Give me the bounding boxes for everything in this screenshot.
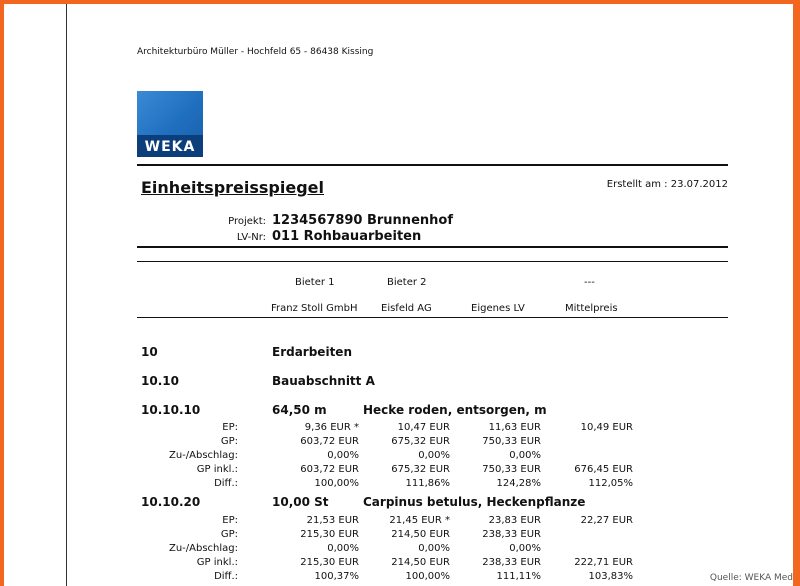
value-cell: 21,53 EUR	[306, 515, 359, 526]
weka-logo	[137, 91, 203, 157]
section-name: Erdarbeiten	[272, 345, 352, 359]
value-cell: 215,30 EUR	[300, 529, 359, 540]
value-cell: 750,33 EUR	[482, 464, 541, 475]
col-name4: Mittelpreis	[565, 303, 618, 314]
logo-text: WEKA	[144, 139, 196, 155]
col-name3: Eigenes LV	[471, 303, 525, 314]
value-cell: 103,83%	[588, 571, 633, 582]
position-qty: 64,50 m	[272, 403, 327, 417]
divider-project	[137, 246, 728, 248]
divider-top	[137, 164, 728, 166]
value-cell: 0,00%	[327, 450, 359, 461]
value-cell: 111,86%	[405, 478, 450, 489]
page-title: Einheitspreisspiegel	[141, 178, 325, 197]
divider-columns-bottom	[137, 317, 728, 318]
lv-value: 011 Rohbauarbeiten	[272, 229, 422, 244]
value-cell: 100,00%	[314, 478, 359, 489]
value-cell: 0,00%	[327, 543, 359, 554]
project-label: Projekt:	[228, 216, 266, 227]
position-desc: Carpinus betulus, Heckenpflanze	[363, 495, 586, 509]
value-cell: 112,05%	[588, 478, 633, 489]
row-label: Zu-/Abschlag:	[168, 543, 238, 554]
value-cell: 222,71 EUR	[574, 557, 633, 568]
value-cell: 675,32 EUR	[391, 464, 450, 475]
value-cell: 603,72 EUR	[300, 436, 359, 447]
value-cell: 0,00%	[509, 450, 541, 461]
row-label: EP:	[222, 422, 238, 433]
project-value: 1234567890 Brunnenhof	[272, 213, 453, 228]
col-name1: Franz Stoll GmbH	[271, 303, 358, 314]
value-cell: 22,27 EUR	[580, 515, 633, 526]
value-cell: 676,45 EUR	[574, 464, 633, 475]
value-cell: 10,49 EUR	[580, 422, 633, 433]
section-code: 10	[141, 345, 158, 359]
row-label: GP inkl.:	[196, 557, 238, 568]
row-label: GP inkl.:	[196, 464, 238, 475]
value-cell: 0,00%	[509, 543, 541, 554]
row-label: Diff.:	[214, 478, 238, 489]
company-address: Architekturbüro Müller - Hochfeld 65 - 86438 Kissing	[137, 47, 374, 57]
row-label: GP:	[220, 529, 238, 540]
value-cell: 100,37%	[314, 571, 359, 582]
value-cell: 238,33 EUR	[482, 529, 541, 540]
position-qty: 10,00 St	[272, 495, 329, 509]
value-cell: 238,33 EUR	[482, 557, 541, 568]
value-cell: 100,00%	[405, 571, 450, 582]
section-name: Bauabschnitt A	[272, 374, 375, 388]
col-name2: Eisfeld AG	[381, 303, 432, 314]
margin-line	[66, 4, 67, 586]
divider-columns-top	[137, 261, 728, 262]
position-code: 10.10.20	[141, 495, 201, 509]
col-dash: ---	[584, 277, 595, 288]
created-date: Erstellt am : 23.07.2012	[606, 179, 728, 190]
value-cell: 214,50 EUR	[391, 557, 450, 568]
value-cell: 603,72 EUR	[300, 464, 359, 475]
value-cell: 214,50 EUR	[391, 529, 450, 540]
position-code: 10.10.10	[141, 403, 201, 417]
value-cell: 9,36 EUR *	[304, 422, 359, 433]
source-note: Quelle: WEKA Med	[709, 573, 793, 583]
value-cell: 11,63 EUR	[488, 422, 541, 433]
value-cell: 21,45 EUR *	[389, 515, 450, 526]
value-cell: 215,30 EUR	[300, 557, 359, 568]
row-label: GP:	[220, 436, 238, 447]
col-bieter2: Bieter 2	[387, 277, 427, 288]
section-code: 10.10	[141, 374, 179, 388]
row-label: Zu-/Abschlag:	[168, 450, 238, 461]
value-cell: 124,28%	[496, 478, 541, 489]
lv-label: LV-Nr:	[236, 232, 266, 243]
value-cell: 0,00%	[418, 450, 450, 461]
row-label: EP:	[222, 515, 238, 526]
value-cell: 111,11%	[496, 571, 541, 582]
col-bieter1: Bieter 1	[295, 277, 335, 288]
value-cell: 675,32 EUR	[391, 436, 450, 447]
document-page	[4, 4, 793, 586]
value-cell: 23,83 EUR	[488, 515, 541, 526]
row-label: Diff.:	[214, 571, 238, 582]
value-cell: 750,33 EUR	[482, 436, 541, 447]
value-cell: 0,00%	[418, 543, 450, 554]
value-cell: 10,47 EUR	[397, 422, 450, 433]
position-desc: Hecke roden, entsorgen, m	[363, 403, 547, 417]
